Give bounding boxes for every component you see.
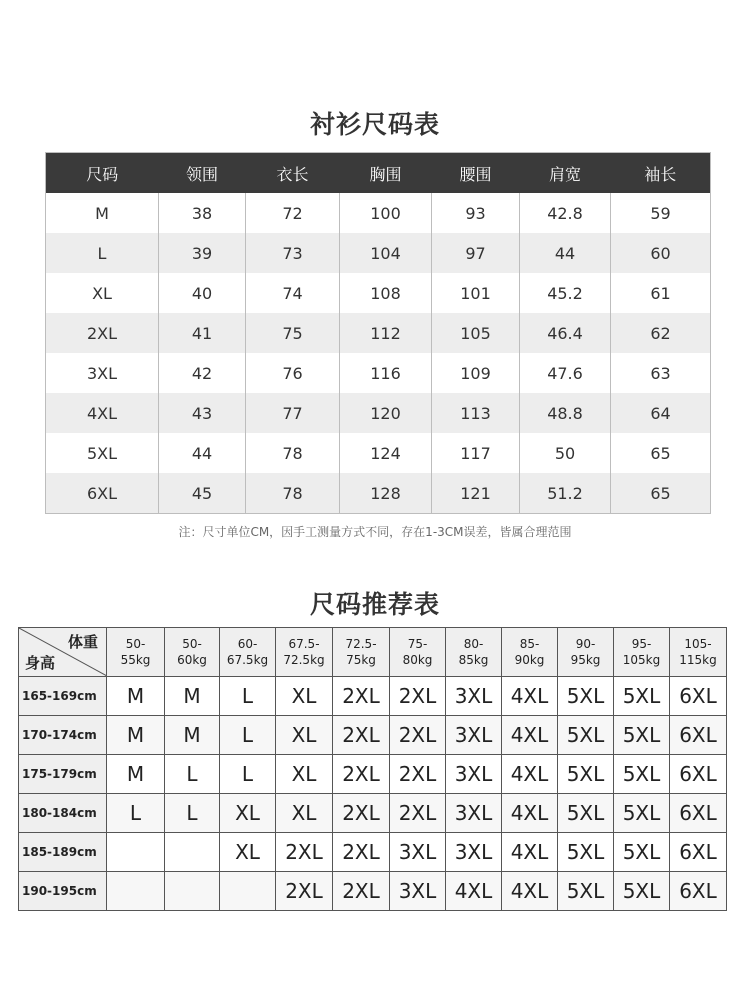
size-cell xyxy=(165,872,220,911)
table-cell: 39 xyxy=(159,233,246,273)
table-row xyxy=(46,273,711,313)
weight-range-start: 95- xyxy=(631,637,652,651)
table-cell: 60 xyxy=(611,233,711,273)
height-label: 170-174cm xyxy=(19,716,107,755)
size-cell: XL xyxy=(220,833,276,872)
size-cell: 4XL xyxy=(446,872,502,911)
weight-axis-label: 体重 xyxy=(67,633,98,651)
table-cell: 47.6 xyxy=(520,353,611,393)
weight-range-end: 60kg xyxy=(177,653,207,667)
table-cell: 117 xyxy=(432,433,520,473)
table-row xyxy=(46,393,711,433)
size-cell: 5XL xyxy=(614,755,670,794)
size-cell: 3XL xyxy=(390,833,446,872)
table-cell: 105 xyxy=(432,313,520,353)
table-cell: 41 xyxy=(159,313,246,353)
size-cell: L xyxy=(220,716,276,755)
weight-range-end: 55kg xyxy=(120,653,151,667)
size-cell: 5XL xyxy=(558,677,614,716)
size-cell: 4XL xyxy=(502,716,558,755)
size-cell: 2XL xyxy=(390,794,446,833)
size-cell xyxy=(165,833,220,872)
size-cell: 5XL xyxy=(614,677,670,716)
weight-range-start: 67.5- xyxy=(288,637,320,651)
table-cell: 97 xyxy=(432,233,520,273)
size-cell: M xyxy=(107,716,165,755)
size-cell: 2XL xyxy=(276,833,333,872)
size-cell: XL xyxy=(220,794,276,833)
weight-header xyxy=(502,628,558,677)
column-header: 胸围 xyxy=(340,153,432,194)
weight-header xyxy=(558,628,614,677)
size-cell: 4XL xyxy=(502,755,558,794)
weight-header xyxy=(107,628,165,677)
size-cell: 6XL xyxy=(670,833,727,872)
size-cell: 3XL xyxy=(446,755,502,794)
table-row xyxy=(19,716,727,755)
size-cell: M xyxy=(107,677,165,716)
table-cell: 120 xyxy=(340,393,432,433)
weight-range-start: 50- xyxy=(182,637,202,651)
weight-range-start: 105- xyxy=(684,637,712,651)
weight-range-start: 75- xyxy=(407,637,428,651)
size-cell: 3XL xyxy=(446,716,502,755)
table-cell: 74 xyxy=(246,273,340,313)
weight-header xyxy=(220,628,276,677)
column-header: 尺码 xyxy=(46,153,159,194)
size-cell: 5XL xyxy=(558,755,614,794)
weight-range-end: 115kg xyxy=(679,653,717,667)
size-cell: XL xyxy=(276,677,333,716)
table-cell: 78 xyxy=(246,473,340,514)
weight-range-end: 90kg xyxy=(514,653,545,667)
size-cell: 3XL xyxy=(446,833,502,872)
weight-range-end: 67.5kg xyxy=(226,653,269,667)
height-label: 180-184cm xyxy=(19,794,107,833)
size-cell xyxy=(107,872,165,911)
table-cell: 73 xyxy=(246,233,340,273)
table-cell: 59 xyxy=(611,193,711,233)
size-cell: 2XL xyxy=(390,755,446,794)
table-header-row xyxy=(46,153,711,194)
table-cell: 51.2 xyxy=(520,473,611,514)
table-cell: 113 xyxy=(432,393,520,433)
size-cell: M xyxy=(165,716,220,755)
size-cell: 5XL xyxy=(614,716,670,755)
size-cell: L xyxy=(220,677,276,716)
size-cell: 6XL xyxy=(670,755,727,794)
size-cell: 4XL xyxy=(502,833,558,872)
size-cell: 5XL xyxy=(614,872,670,911)
table-cell: 43 xyxy=(159,393,246,433)
size-chart-table xyxy=(45,152,711,514)
size-cell: 2XL xyxy=(333,677,390,716)
table-row xyxy=(19,794,727,833)
size-table-title: 衬衫尺码表 xyxy=(309,110,440,139)
size-cell: L xyxy=(107,794,165,833)
size-cell: L xyxy=(165,794,220,833)
table-cell: 5XL xyxy=(46,433,159,473)
size-cell xyxy=(107,833,165,872)
column-header: 腰围 xyxy=(432,153,520,194)
table-cell: 61 xyxy=(611,273,711,313)
size-cell: 5XL xyxy=(558,794,614,833)
table-cell: 40 xyxy=(159,273,246,313)
table-row xyxy=(19,755,727,794)
table-cell: 6XL xyxy=(46,473,159,514)
weight-range-end: 75kg xyxy=(346,653,376,667)
weight-header xyxy=(670,628,727,677)
weight-range-start: 90- xyxy=(575,637,596,651)
weight-header xyxy=(446,628,502,677)
table-cell: 50 xyxy=(520,433,611,473)
table-cell: 72 xyxy=(246,193,340,233)
table-cell: 44 xyxy=(159,433,246,473)
table-cell: 112 xyxy=(340,313,432,353)
table-cell: 63 xyxy=(611,353,711,393)
size-cell: 6XL xyxy=(670,677,727,716)
size-cell xyxy=(220,872,276,911)
table-cell: XL xyxy=(46,273,159,313)
table-cell: 3XL xyxy=(46,353,159,393)
table-cell: 100 xyxy=(340,193,432,233)
size-cell: XL xyxy=(276,755,333,794)
table-cell: 45 xyxy=(159,473,246,514)
size-cell: 6XL xyxy=(670,716,727,755)
table-row xyxy=(19,833,727,872)
weight-range-start: 60- xyxy=(237,637,258,651)
size-cell: 5XL xyxy=(558,872,614,911)
weight-header xyxy=(276,628,333,677)
height-axis-label: 身高 xyxy=(25,654,56,672)
size-cell: 2XL xyxy=(276,872,333,911)
table-row xyxy=(19,677,727,716)
table-row xyxy=(46,193,711,233)
table-row xyxy=(19,872,727,911)
size-cell: 2XL xyxy=(333,716,390,755)
weight-header xyxy=(390,628,446,677)
size-cell: 2XL xyxy=(333,833,390,872)
table-row xyxy=(46,473,711,514)
weight-header-row xyxy=(19,628,727,677)
weight-range-end: 95kg xyxy=(570,653,601,667)
height-label: 175-179cm xyxy=(19,755,107,794)
size-cell: 2XL xyxy=(390,716,446,755)
weight-range-start: 72.5- xyxy=(345,637,377,651)
table-cell: 104 xyxy=(340,233,432,273)
table-cell: 109 xyxy=(432,353,520,393)
size-cell: M xyxy=(165,677,220,716)
size-cell: 5XL xyxy=(614,794,670,833)
height-label: 190-195cm xyxy=(19,872,107,911)
table-cell: M xyxy=(46,193,159,233)
table-cell: 76 xyxy=(246,353,340,393)
table-cell: 128 xyxy=(340,473,432,514)
size-cell: 2XL xyxy=(333,755,390,794)
table-cell: 64 xyxy=(611,393,711,433)
table-row xyxy=(46,313,711,353)
size-recommend-table xyxy=(18,627,727,911)
table-cell: 38 xyxy=(159,193,246,233)
table-cell: 46.4 xyxy=(520,313,611,353)
size-cell: 2XL xyxy=(390,677,446,716)
size-cell: 5XL xyxy=(614,833,670,872)
table-cell: 75 xyxy=(246,313,340,353)
table-cell: 44 xyxy=(520,233,611,273)
table-row xyxy=(46,233,711,273)
weight-range-start: 50- xyxy=(125,637,146,651)
weight-range-start: 85- xyxy=(519,637,540,651)
size-cell: 5XL xyxy=(558,833,614,872)
table-cell: 48.8 xyxy=(520,393,611,433)
size-cell: XL xyxy=(276,794,333,833)
size-cell: 2XL xyxy=(333,794,390,833)
recommend-table-title: 尺码推荐表 xyxy=(309,590,440,619)
size-cell: 5XL xyxy=(558,716,614,755)
size-cell: 3XL xyxy=(446,794,502,833)
size-cell: M xyxy=(107,755,165,794)
height-label: 165-169cm xyxy=(19,677,107,716)
weight-header xyxy=(165,628,220,677)
size-cell: L xyxy=(220,755,276,794)
size-cell: XL xyxy=(276,716,333,755)
table-cell: 108 xyxy=(340,273,432,313)
weight-header xyxy=(333,628,390,677)
weight-range-start: 80- xyxy=(463,637,484,651)
table-row xyxy=(46,353,711,393)
table-cell: 65 xyxy=(611,473,711,514)
height-label: 185-189cm xyxy=(19,833,107,872)
table-cell: 45.2 xyxy=(520,273,611,313)
size-cell: 2XL xyxy=(333,872,390,911)
table-cell: L xyxy=(46,233,159,273)
table-cell: 62 xyxy=(611,313,711,353)
size-cell: 4XL xyxy=(502,794,558,833)
weight-range-end: 72.5kg xyxy=(283,653,325,667)
table-cell: 124 xyxy=(340,433,432,473)
size-cell: 4XL xyxy=(502,677,558,716)
column-header: 袖长 xyxy=(611,153,711,194)
table-cell: 2XL xyxy=(46,313,159,353)
table-cell: 77 xyxy=(246,393,340,433)
table-cell: 93 xyxy=(432,193,520,233)
column-header: 肩宽 xyxy=(520,153,611,194)
column-header: 衣长 xyxy=(246,153,340,194)
corner-cell xyxy=(19,628,107,677)
column-header: 领围 xyxy=(159,153,246,194)
weight-header xyxy=(614,628,670,677)
measurement-note: 注：尺寸单位CM，因手工测量方式不同，存在1-3CM误差，皆属合理范围 xyxy=(178,525,572,539)
table-row xyxy=(46,433,711,473)
table-cell: 42 xyxy=(159,353,246,393)
table-cell: 42.8 xyxy=(520,193,611,233)
weight-range-end: 85kg xyxy=(458,653,489,667)
size-cell: 3XL xyxy=(446,677,502,716)
size-cell: 3XL xyxy=(390,872,446,911)
table-cell: 65 xyxy=(611,433,711,473)
size-cell: 6XL xyxy=(670,794,727,833)
table-cell: 4XL xyxy=(46,393,159,433)
table-cell: 101 xyxy=(432,273,520,313)
size-cell: 4XL xyxy=(502,872,558,911)
size-cell: 6XL xyxy=(670,872,727,911)
table-cell: 78 xyxy=(246,433,340,473)
weight-range-end: 80kg xyxy=(402,653,433,667)
size-cell: L xyxy=(165,755,220,794)
table-cell: 121 xyxy=(432,473,520,514)
weight-range-end: 105kg xyxy=(622,653,661,667)
table-cell: 116 xyxy=(340,353,432,393)
